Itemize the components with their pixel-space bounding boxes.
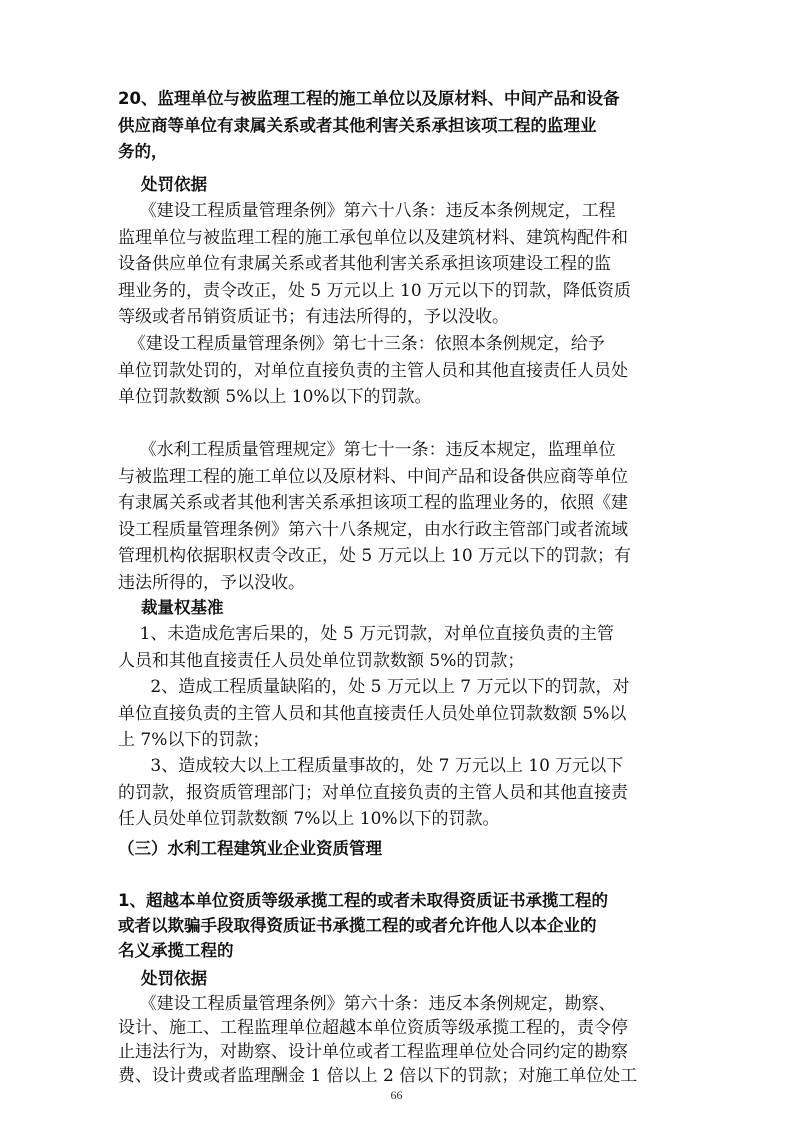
section-3-heading: （三）水利工程建筑业企业资质管理 (118, 839, 382, 858)
item-20-basis-paragraph-1: 《建设工程质量管理条例》第六十八条：违反本条例规定，工程 监理单位与被监理工程的施工承包单位以及建筑材料、建筑构配件和 设备供应单位有隶属关系或者其他利害关系承担该项建设工程的监 理业务的，责令改正，处 5 万元以上 10 万元以下的罚款，降低资质 等级或者吊销资质证书；有违法所得的，予以没收。 (118, 201, 632, 327)
item-1-basis-paragraph-1: 《建设工程质量管理条例》第六十条：违反本条例规定，勘察、 设计、施工、工程监理单位超越本单位资质等级承揽工程的，责令停 止违法行为，对勘察、设计单位或者工程监理单位处合同约定的勘察 费、设计费或者监理酬金 1 倍以上 2 倍以下的罚款；对施工单位处工 (118, 994, 638, 1086)
item-20-basis-paragraph-2: 《建设工程质量管理条例》第七十三条：依照本条例规定，给予 单位罚款处罚的，对单位直接负责的主管人员和其他直接责任人员处 单位罚款数额 5%以上 10%以下的罚款。 (118, 334, 628, 407)
item-20-standard-heading: 裁量权基准 (118, 598, 224, 617)
item-20-title: 20、监理单位与被监理工程的施工单位以及原材料、中间产品和设备 供应商等单位有隶属关系或者其他利害关系承担该项工程的监理业 务的， (118, 89, 620, 161)
page-number: 66 (390, 1088, 403, 1102)
item-20-standard-2: 2、造成工程质量缺陷的，处 5 万元以上 7 万元以下的罚款，对 单位直接负责的主管人员和其他直接责任人员处单位罚款数额 5%以 上 7%以下的罚款； (118, 677, 630, 750)
item-20-standard-3: 3、造成较大以上工程质量事故的，处 7 万元以上 10 万元以下 的罚款，报资质管理部门；对单位直接负责的主管人员和其他直接责 任人员处单位罚款数额 7%以上 10%以下的罚款。 (118, 756, 628, 829)
item-20-standard-1: 1、未造成危害后果的，处 5 万元罚款，对单位直接负责的主管 人员和其他直接责任人员处单位罚款数额 5%的罚款； (118, 624, 615, 671)
item-20-basis-paragraph-3: 《水利工程质量管理规定》第七十一条：违反本规定，监理单位 与被监理工程的施工单位以及原材料、中间产品和设备供应商等单位 有隶属关系或者其他利害关系承担该项工程的监理业务的，依照《建 设工程质量管理条例》第六十八条规定，由水行政主管部门或者流域 管理机构依据职权责令改正，处 5 万元以上 10 万元以下的罚款；有 违法所得的，予以没收。 (118, 440, 632, 593)
item-1-basis-heading: 处罚依据 (118, 969, 207, 988)
item-1-title: 1、超越本单位资质等级承揽工程的或者未取得资质证书承揽工程的 或者以欺骗手段取得资质证书承揽工程的或者允许他人以本企业的 名义承揽工程的 (118, 891, 608, 960)
item-20-basis-heading: 处罚依据 (118, 175, 207, 194)
